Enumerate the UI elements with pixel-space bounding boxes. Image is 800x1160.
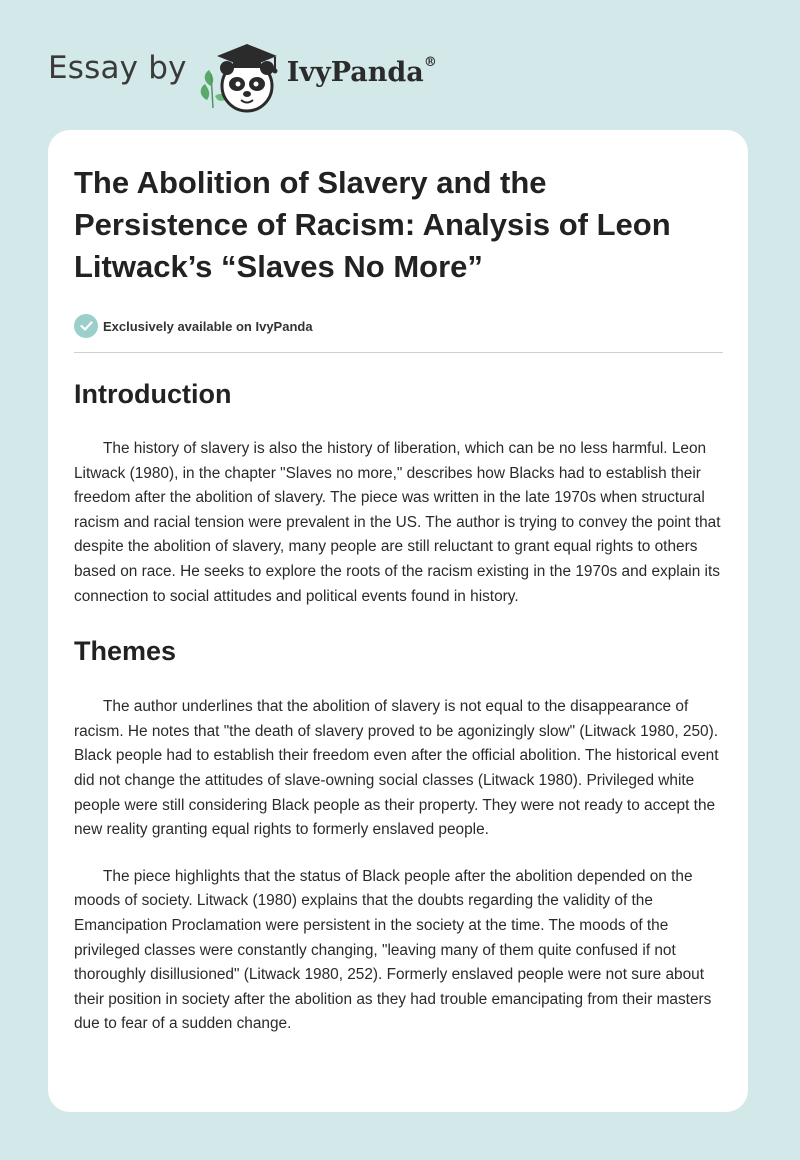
brand-name[interactable] bbox=[286, 54, 437, 88]
registered-mark: ® bbox=[423, 54, 437, 70]
brand-name-text: IvyPanda bbox=[286, 56, 424, 88]
section-heading-themes: Themes bbox=[74, 636, 177, 667]
paragraph: The history of slavery is also the history of liberation, which can be no less harmful. Leon Litwack (1980), in the chapter "Slaves no more," describes how Blacks had to establish their freedom after the abolition of slavery. The piece was written in the late 1970s when structural racism and racial tension were prevalent in the US. The author is trying to convey the point that despite the abolition of slavery, many people are still reluctant to grant equal rights to others based on race. He seeks to explore the roots of the racism existing in the 1970s and explain its connection to social attitudes and political events found in history. bbox=[74, 440, 721, 605]
paragraph: The piece highlights that the status of Black people after the abolition depended on the moods of society. Litwack (1980) explains that the doubts regarding the validity of the Emancipation Proclamation were persistent in the society at the time. The moods of the privileged classes were constantly changing, "leaving many of them quite confused if not thoroughly disillusioned" (Litwack 1980, 252). Formerly enslaved people were not sure about their position in society after the abolition as they had trouble emancipating from their masters due to fear of a sudden change. bbox=[74, 867, 712, 1033]
site-header bbox=[48, 34, 437, 114]
essay-card bbox=[48, 130, 748, 1112]
page-title: The Abolition of Slavery and the Persistence of Racism: Analysis of Leon Litwack’s “Slaves No More” bbox=[74, 165, 671, 284]
exclusive-badge bbox=[74, 314, 722, 338]
section-heading-introduction: Introduction bbox=[74, 379, 232, 409]
divider bbox=[74, 352, 723, 353]
paragraph: The author underlines that the abolition of slavery is not equal to the disappearance of racism. He notes that "the death of slavery proved to be agonizingly slow" (Litwack 1980, 250). Black people had to establish their freedom even after the official abolition. The historical event did not change the attitudes of slave-owning social classes (Litwack 1980). Privileged white people were still considering Black people as their property. They were not ready to accept the new reality granting equal rights to formerly enslaved people. bbox=[74, 698, 719, 839]
panda-graduate-icon bbox=[197, 34, 293, 114]
ivypanda-logo[interactable] bbox=[197, 34, 293, 114]
badge-text: Exclusively available on IvyPanda bbox=[103, 318, 313, 334]
check-icon bbox=[74, 314, 98, 338]
essay-by-label: Essay by bbox=[48, 50, 187, 86]
